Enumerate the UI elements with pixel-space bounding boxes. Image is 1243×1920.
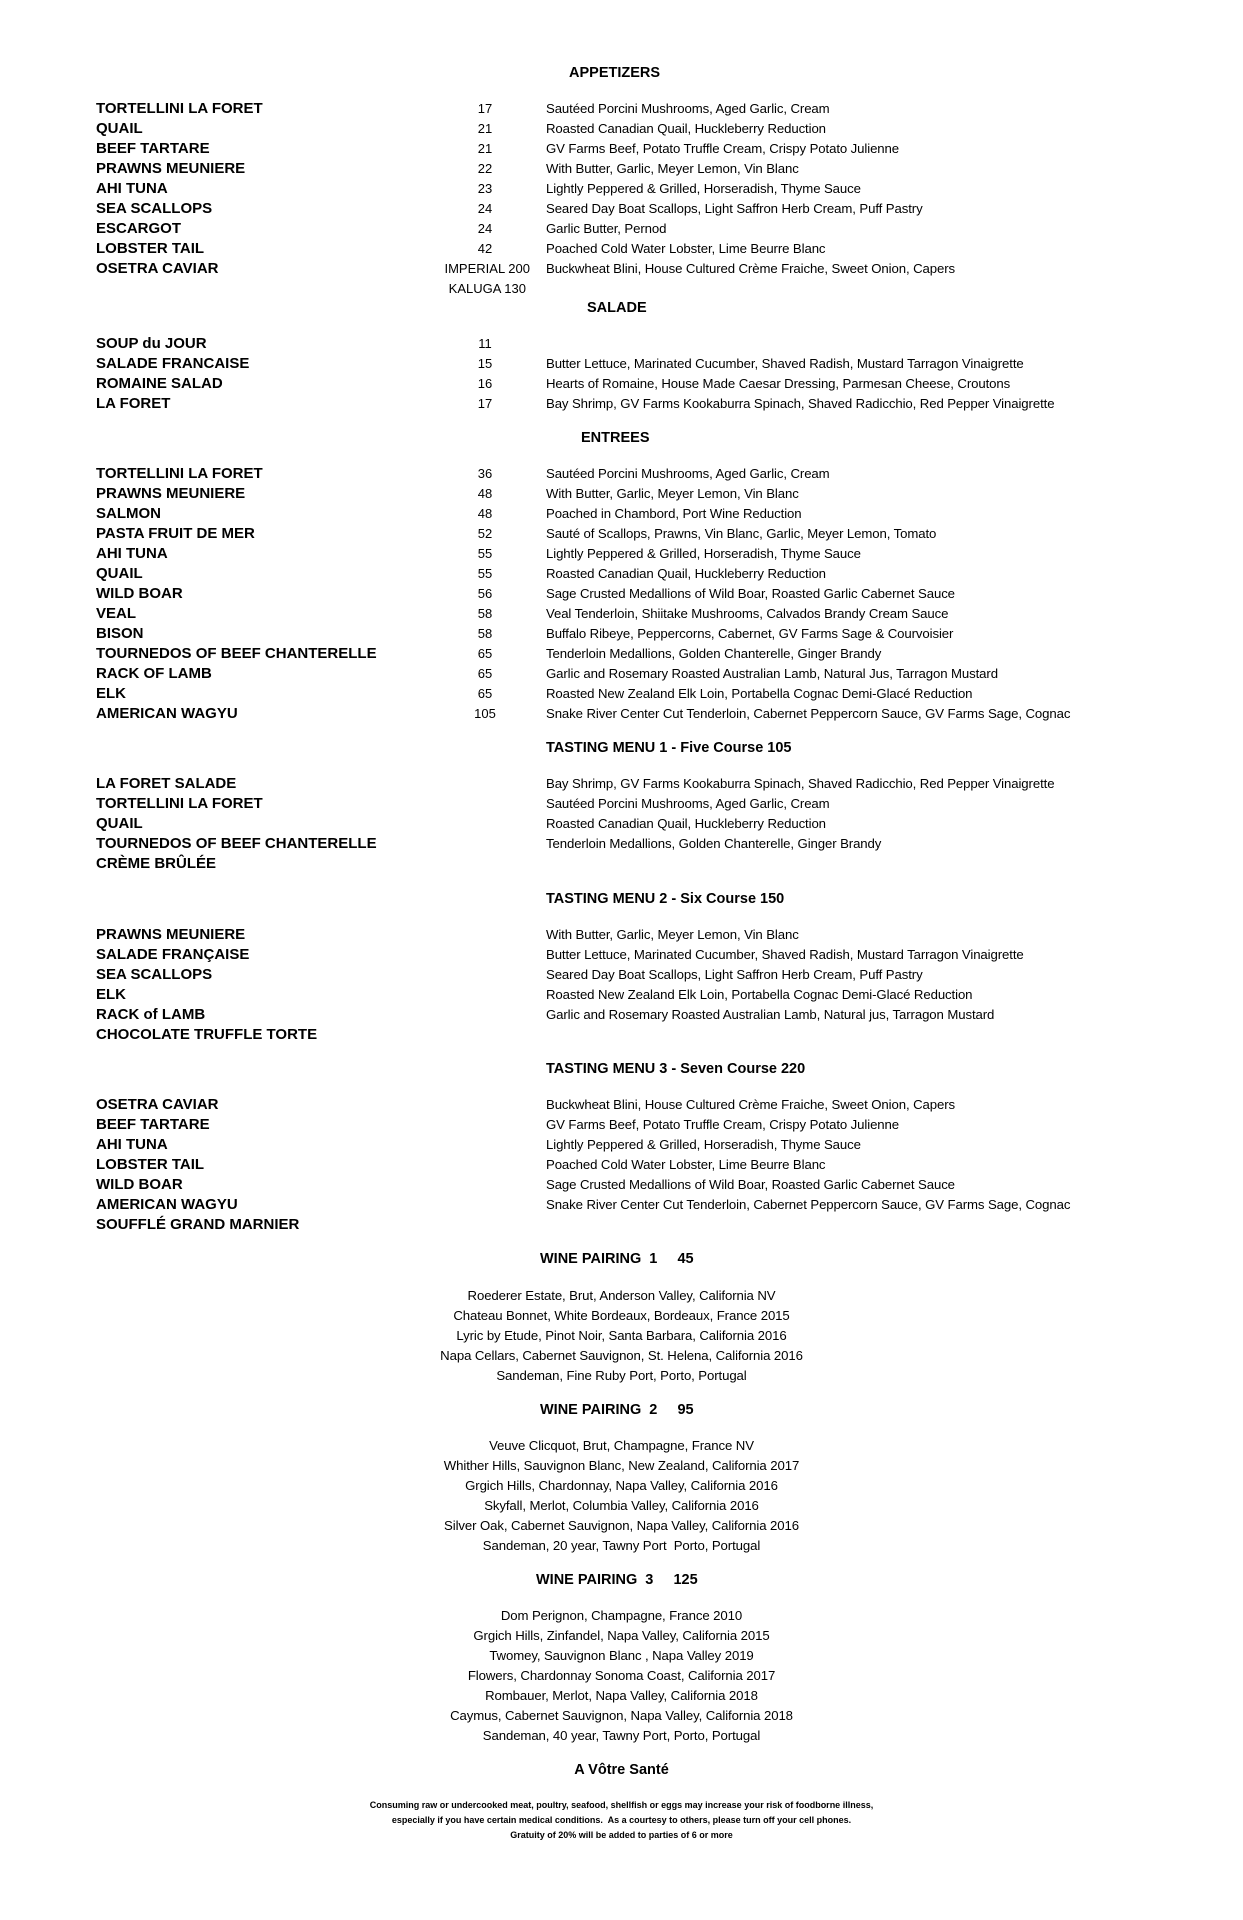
item-price: 52: [477, 526, 493, 541]
wine-item: Twomey, Sauvignon Blanc , Napa Valley 2019: [489, 1648, 754, 1663]
wine-pairing-3-heading: WINE PAIRING 3 125: [536, 1572, 698, 1588]
footer-line: Consuming raw or undercooked meat, poultry, seafood, shellfish or eggs may increase your risk of foodborne illness,: [369, 1800, 874, 1810]
item-name: TORTELLINI LA FORET: [96, 795, 263, 812]
item-description: Buckwheat Blini, House Cultured Crème Fraiche, Sweet Onion, Capers: [546, 1097, 955, 1112]
wine-item: Caymus, Cabernet Sauvignon, Napa Valley, California 2018: [450, 1708, 793, 1723]
wine-item: Sandeman, Fine Ruby Port, Porto, Portugal: [496, 1368, 747, 1383]
menu-item: [0, 524, 1243, 544]
menu-item: [0, 239, 1243, 259]
item-name: CRÈME BRÛLÉE: [96, 855, 217, 872]
wine-item: Flowers, Chardonnay Sonoma Coast, California 2017: [467, 1668, 776, 1683]
menu-item: [0, 544, 1243, 564]
item-name: PASTA FRUIT DE MER: [96, 525, 255, 542]
menu-item: [0, 624, 1243, 644]
salade-heading: SALADE: [587, 300, 647, 316]
item-description: Roasted New Zealand Elk Loin, Portabella Cognac Demi-Glacé Reduction: [546, 686, 973, 701]
tasting-menu-3-heading: TASTING MENU 3 - Seven Course 220: [546, 1061, 806, 1077]
item-description: Roasted Canadian Quail, Huckleberry Reduction: [546, 566, 826, 581]
wine-item: Rombauer, Merlot, Napa Valley, California 2018: [485, 1688, 758, 1703]
item-name: TOURNEDOS OF BEEF CHANTERELLE: [96, 645, 377, 662]
item-price: 65: [477, 686, 493, 701]
item-description: GV Farms Beef, Potato Truffle Cream, Crispy Potato Julienne: [546, 1117, 900, 1132]
wine-item: Roederer Estate, Brut, Anderson Valley, California NV: [467, 1288, 776, 1303]
item-description: Butter Lettuce, Marinated Cucumber, Shaved Radish, Mustard Tarragon Vinaigrette: [546, 947, 1024, 962]
item-description: Buffalo Ribeye, Peppercorns, Cabernet, GV Farms Sage & Courvoisier: [546, 626, 954, 641]
item-name: QUAIL: [96, 120, 143, 137]
menu-item: [0, 1135, 1243, 1155]
item-description: Lightly Peppered & Grilled, Horseradish, Thyme Sauce: [546, 181, 861, 196]
menu-item: [0, 394, 1243, 414]
wine-item: Dom Perignon, Champagne, France 2010: [500, 1608, 743, 1623]
item-price: 58: [477, 606, 493, 621]
item-price: 48: [477, 486, 493, 501]
item-price: 24: [477, 221, 493, 236]
tasting-menu-1-heading: TASTING MENU 1 - Five Course 105: [546, 740, 792, 756]
item-description: Seared Day Boat Scallops, Light Saffron Herb Cream, Puff Pastry: [546, 201, 923, 216]
menu-item: [0, 374, 1243, 394]
item-description: With Butter, Garlic, Meyer Lemon, Vin Blanc: [546, 486, 799, 501]
item-description: Snake River Center Cut Tenderloin, Cabernet Peppercorn Sauce, GV Farms Sage, Cognac: [546, 1197, 1071, 1212]
item-price: 42: [477, 241, 493, 256]
menu-item: [0, 794, 1243, 814]
item-description: Sautéed Porcini Mushrooms, Aged Garlic, Cream: [546, 796, 830, 811]
item-name: AHI TUNA: [96, 545, 168, 562]
item-description: Poached in Chambord, Port Wine Reduction: [546, 506, 802, 521]
wine-item: Whither Hills, Sauvignon Blanc, New Zealand, California 2017: [443, 1458, 800, 1473]
item-price: 23: [477, 181, 493, 196]
wine-item: Sandeman, 40 year, Tawny Port, Porto, Portugal: [482, 1728, 761, 1743]
item-name: TOURNEDOS OF BEEF CHANTERELLE: [96, 835, 377, 852]
wine-pairing-1-heading: WINE PAIRING 1 45: [540, 1251, 694, 1267]
menu-item: [0, 644, 1243, 664]
item-name: OSETRA CAVIAR: [96, 1096, 219, 1113]
item-name: BISON: [96, 625, 144, 642]
item-price: KALUGA 130: [448, 281, 526, 296]
item-name: QUAIL: [96, 815, 143, 832]
item-price: 24: [477, 201, 493, 216]
item-name: BEEF TARTARE: [96, 140, 210, 157]
item-description: With Butter, Garlic, Meyer Lemon, Vin Blanc: [546, 927, 799, 942]
item-name: LOBSTER TAIL: [96, 240, 205, 257]
menu-item: [0, 139, 1243, 159]
item-description: Sautéed Porcini Mushrooms, Aged Garlic, Cream: [546, 101, 830, 116]
menu-item: [0, 684, 1243, 704]
item-price: 11: [478, 336, 492, 351]
item-description: Bay Shrimp, GV Farms Kookaburra Spinach, Shaved Radicchio, Red Pepper Vinaigrette: [546, 396, 1055, 411]
item-price: 58: [477, 626, 493, 641]
item-name: TORTELLINI LA FORET: [96, 465, 263, 482]
menu-item: [0, 834, 1243, 854]
menu-item-alt-price: [0, 279, 1243, 299]
menu-item: [0, 99, 1243, 119]
item-price: 55: [477, 566, 493, 581]
item-price: 55: [477, 546, 493, 561]
menu-item: [0, 945, 1243, 965]
menu-item: [0, 965, 1243, 985]
item-price: 36: [477, 466, 493, 481]
menu-item: [0, 464, 1243, 484]
menu-item: [0, 159, 1243, 179]
menu-item: [0, 774, 1243, 794]
item-price: 22: [477, 161, 493, 176]
item-name: SALADE FRANÇAISE: [96, 946, 250, 963]
item-name: LOBSTER TAIL: [96, 1156, 205, 1173]
item-description: Roasted Canadian Quail, Huckleberry Reduction: [546, 121, 826, 136]
item-name: OSETRA CAVIAR: [96, 260, 219, 277]
item-name: PRAWNS MEUNIERE: [96, 926, 246, 943]
item-name: AHI TUNA: [96, 1136, 168, 1153]
menu-item: [0, 985, 1243, 1005]
menu-item: [0, 119, 1243, 139]
item-description: Butter Lettuce, Marinated Cucumber, Shaved Radish, Mustard Tarragon Vinaigrette: [546, 356, 1024, 371]
menu-item: [0, 484, 1243, 504]
menu-item: [0, 1115, 1243, 1135]
wine-item: Sandeman, 20 year, Tawny Port Porto, Portugal: [482, 1538, 761, 1553]
item-price: 15: [477, 356, 493, 371]
menu-item: [0, 354, 1243, 374]
menu-item: [0, 704, 1243, 724]
item-name: CHOCOLATE TRUFFLE TORTE: [96, 1026, 318, 1043]
menu-item: [0, 1175, 1243, 1195]
item-description: GV Farms Beef, Potato Truffle Cream, Crispy Potato Julienne: [546, 141, 900, 156]
tasting-menu-2-heading: TASTING MENU 2 - Six Course 150: [546, 891, 785, 907]
item-price: 48: [477, 506, 493, 521]
wine-pairing-2-heading: WINE PAIRING 2 95: [540, 1402, 694, 1418]
item-price: 65: [477, 666, 493, 681]
item-name: RACK of LAMB: [96, 1006, 206, 1023]
wine-item: Chateau Bonnet, White Bordeaux, Bordeaux, France 2015: [453, 1308, 790, 1323]
closing-toast: A Vôtre Santé: [574, 1762, 669, 1778]
item-description: Garlic and Rosemary Roasted Australian Lamb, Natural jus, Tarragon Mustard: [546, 1007, 995, 1022]
item-name: ELK: [96, 685, 126, 702]
wine-item: Lyric by Etude, Pinot Noir, Santa Barbara, California 2016: [456, 1328, 787, 1343]
item-description: Lightly Peppered & Grilled, Horseradish, Thyme Sauce: [546, 1137, 861, 1152]
item-name: QUAIL: [96, 565, 143, 582]
item-description: Tenderloin Medallions, Golden Chanterelle, Ginger Brandy: [546, 646, 882, 661]
wine-item: Veuve Clicquot, Brut, Champagne, France NV: [489, 1438, 754, 1453]
item-price: 105: [474, 706, 496, 721]
item-description: Roasted Canadian Quail, Huckleberry Reduction: [546, 816, 826, 831]
item-name: SEA SCALLOPS: [96, 966, 213, 983]
item-description: Sauté of Scallops, Prawns, Vin Blanc, Garlic, Meyer Lemon, Tomato: [546, 526, 937, 541]
wine-item: Grgich Hills, Zinfandel, Napa Valley, California 2015: [473, 1628, 770, 1643]
item-name: ELK: [96, 986, 126, 1003]
menu-item: [0, 334, 1243, 354]
appetizers-heading: APPETIZERS: [569, 65, 661, 81]
menu-item: [0, 925, 1243, 945]
item-price: IMPERIAL 200: [444, 261, 530, 276]
item-name: ESCARGOT: [96, 220, 182, 237]
item-name: BEEF TARTARE: [96, 1116, 210, 1133]
item-name: LA FORET: [96, 395, 171, 412]
menu-item: [0, 664, 1243, 684]
item-name: WILD BOAR: [96, 585, 183, 602]
wine-item: Skyfall, Merlot, Columbia Valley, California 2016: [484, 1498, 759, 1513]
item-description: Lightly Peppered & Grilled, Horseradish, Thyme Sauce: [546, 546, 861, 561]
item-name: AMERICAN WAGYU: [96, 705, 238, 722]
menu-item: [0, 504, 1243, 524]
menu-item: [0, 564, 1243, 584]
menu-item: [0, 179, 1243, 199]
item-description: Hearts of Romaine, House Made Caesar Dressing, Parmesan Cheese, Croutons: [546, 376, 1011, 391]
item-name: PRAWNS MEUNIERE: [96, 160, 246, 177]
menu-item: [0, 199, 1243, 219]
menu-item: [0, 259, 1243, 279]
item-name: VEAL: [96, 605, 137, 622]
item-price: 65: [477, 646, 493, 661]
item-price: 17: [477, 101, 493, 116]
footer-line: Gratuity of 20% will be added to parties of 6 or more: [510, 1830, 733, 1840]
menu-item: [0, 1215, 1243, 1235]
item-description: Veal Tenderloin, Shiitake Mushrooms, Calvados Brandy Cream Sauce: [546, 606, 949, 621]
entrees-heading: ENTREES: [581, 430, 650, 446]
wine-item: Grgich Hills, Chardonnay, Napa Valley, California 2016: [465, 1478, 778, 1493]
item-description: Garlic Butter, Pernod: [546, 221, 667, 236]
item-price: 21: [477, 141, 493, 156]
menu-item: [0, 854, 1243, 874]
item-name: SEA SCALLOPS: [96, 200, 213, 217]
item-description: Snake River Center Cut Tenderloin, Cabernet Peppercorn Sauce, GV Farms Sage, Cognac: [546, 706, 1071, 721]
item-price: 16: [477, 376, 493, 391]
menu-item: [0, 1005, 1243, 1025]
item-price: 17: [477, 396, 493, 411]
item-description: Sautéed Porcini Mushrooms, Aged Garlic, Cream: [546, 466, 830, 481]
menu-item: [0, 1025, 1243, 1045]
item-description: Poached Cold Water Lobster, Lime Beurre Blanc: [546, 241, 826, 256]
menu-item: [0, 1195, 1243, 1215]
item-description: Sage Crusted Medallions of Wild Boar, Roasted Garlic Cabernet Sauce: [546, 586, 955, 601]
wine-item: Napa Cellars, Cabernet Sauvignon, St. Helena, California 2016: [440, 1348, 803, 1363]
menu-item: [0, 1095, 1243, 1115]
item-name: RACK OF LAMB: [96, 665, 212, 682]
footer-line: especially if you have certain medical conditions. As a courtesy to others, please turn off your cell phones.: [391, 1815, 852, 1825]
item-description: Sage Crusted Medallions of Wild Boar, Roasted Garlic Cabernet Sauce: [546, 1177, 955, 1192]
item-name: AMERICAN WAGYU: [96, 1196, 238, 1213]
item-price: 21: [477, 121, 493, 136]
item-price: 56: [477, 586, 493, 601]
item-description: Tenderloin Medallions, Golden Chanterelle, Ginger Brandy: [546, 836, 882, 851]
item-name: SOUP du JOUR: [96, 335, 207, 352]
item-description: Bay Shrimp, GV Farms Kookaburra Spinach, Shaved Radicchio, Red Pepper Vinaigrette: [546, 776, 1055, 791]
item-description: Seared Day Boat Scallops, Light Saffron Herb Cream, Puff Pastry: [546, 967, 923, 982]
item-description: Roasted New Zealand Elk Loin, Portabella Cognac Demi-Glacé Reduction: [546, 987, 973, 1002]
menu-item: [0, 584, 1243, 604]
menu-item: [0, 219, 1243, 239]
item-name: LA FORET SALADE: [96, 775, 237, 792]
menu-item: [0, 814, 1243, 834]
item-name: TORTELLINI LA FORET: [96, 100, 263, 117]
wine-item: Silver Oak, Cabernet Sauvignon, Napa Valley, California 2016: [444, 1518, 799, 1533]
menu-item: [0, 604, 1243, 624]
item-name: ROMAINE SALAD: [96, 375, 223, 392]
item-description: With Butter, Garlic, Meyer Lemon, Vin Blanc: [546, 161, 799, 176]
item-name: SALADE FRANCAISE: [96, 355, 250, 372]
item-description: Poached Cold Water Lobster, Lime Beurre Blanc: [546, 1157, 826, 1172]
item-name: SALMON: [96, 505, 161, 522]
item-description: Garlic and Rosemary Roasted Australian Lamb, Natural Jus, Tarragon Mustard: [546, 666, 998, 681]
item-description: Buckwheat Blini, House Cultured Crème Fraiche, Sweet Onion, Capers: [546, 261, 955, 276]
item-name: WILD BOAR: [96, 1176, 183, 1193]
item-name: SOUFFLÉ GRAND MARNIER: [96, 1216, 300, 1233]
item-name: AHI TUNA: [96, 180, 168, 197]
menu-item: [0, 1155, 1243, 1175]
item-name: PRAWNS MEUNIERE: [96, 485, 246, 502]
